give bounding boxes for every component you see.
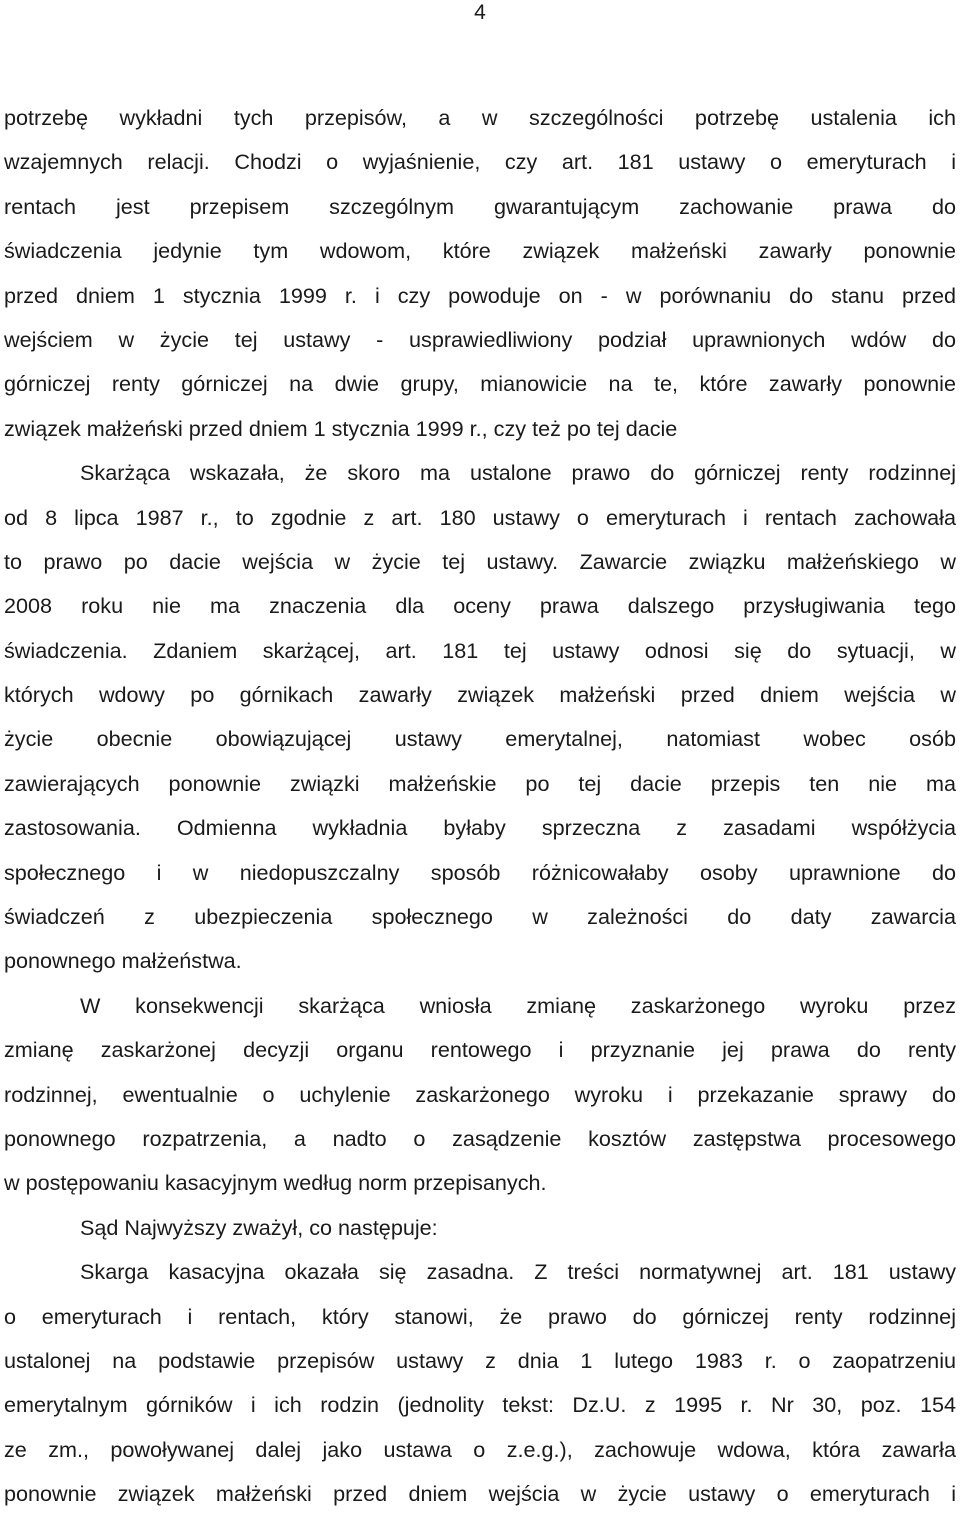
text-line: górniczej renty górniczej na dwie grupy, mianowicie na te, które zawarły ponownie [4,371,956,397]
paragraph [4,1206,956,1250]
text-line: związek małżeński przed dniem 1 stycznia 1999 r., czy też po tej dacie [4,415,678,441]
text-line: przed dniem 1 stycznia 1999 r. i czy powoduje on - w porównaniu do stanu przed [4,282,956,308]
text-line: ponownego rozpatrzenia, a nadto o zasądzenie kosztów zastępstwa procesowego [4,1125,956,1151]
text-line: wejściem w życie tej ustawy - usprawiedliwiony podział uprawnionych wdów do [4,326,956,352]
text-line: potrzebę wykładni tych przepisów, a w szczególności potrzebę ustalenia ich [4,105,956,130]
text-line: Skarżąca wskazała, że skoro ma ustalone prawo do górniczej renty rodzinnej [80,460,956,486]
text-line: społecznego i w niedopuszczalny sposób różnicowałaby osoby uprawnione do [4,859,956,885]
paragraph [4,96,956,451]
text-line: których wdowy po górnikach zawarły związek małżeński przed dniem wejścia w [4,682,956,708]
text-line: zastosowania. Odmienna wykładnia byłaby sprzeczna z zasadami współżycia [4,815,956,841]
text-line: ponownie związek małżeński przed dniem wejścia w życie ustawy o emeryturach i [4,1481,956,1507]
text-line: Sąd Najwyższy zważył, co następuje: [80,1214,438,1240]
text-line: świadczenia. Zdaniem skarżącej, art. 181 tej ustawy odnosi się do sytuacji, w [4,637,956,663]
paragraph [4,451,956,984]
text-line: ustalonej na podstawie przepisów ustawy z dnia 1 lutego 1983 r. o zaopatrzeniu [4,1347,956,1373]
text-line: życie obecnie obowiązującej ustawy emerytalnej, natomiast wobec osób [4,726,956,752]
paragraph [4,984,956,1206]
text-line: od 8 lipca 1987 r., to zgodnie z art. 180 ustawy o emeryturach i rentach zachowała [4,504,956,530]
text-line: ze zm., powoływanej dalej jako ustawa o z.e.g.), zachowuje wdowa, która zawarła [4,1436,956,1462]
text-line: rodzinnej, ewentualnie o uchylenie zaskarżonego wyroku i przekazanie sprawy do [4,1081,956,1107]
text-line: 2008 roku nie ma znaczenia dla oceny prawa dalszego przysługiwania tego [4,593,956,619]
text-line: to prawo po dacie wejścia w życie tej ustawy. Zawarcie związku małżeńskiego w [4,548,956,574]
text-line: zmianę zaskarżonej decyzji organu rentowego i przyznanie jej prawa do renty [4,1037,956,1063]
text-line: wzajemnych relacji. Chodzi o wyjaśnienie, czy art. 181 ustawy o emeryturach i [4,149,956,175]
text-line: rentach jest przepisem szczególnym gwarantującym zachowanie prawa do [4,193,956,219]
text-line: W konsekwencji skarżąca wniosła zmianę zaskarżonego wyroku przez [80,992,956,1018]
document-body [4,96,956,1517]
paragraph [4,1250,956,1516]
text-line: Skarga kasacyjna okazała się zasadna. Z treści normatywnej art. 181 ustawy [80,1259,956,1285]
text-line: o emeryturach i rentach, który stanowi, że prawo do górniczej renty rodzinnej [4,1303,956,1329]
text-line: świadczenia jedynie tym wdowom, które związek małżeński zawarły ponownie [4,238,956,264]
text-line: w postępowaniu kasacyjnym według norm przepisanych. [4,1170,547,1196]
page-number: 4 [474,1,486,24]
text-line: zawierających ponownie związki małżeńskie po tej dacie przepis ten nie ma [4,770,956,796]
text-line: emerytalnym górników i ich rodzin (jednolity tekst: Dz.U. z 1995 r. Nr 30, poz. 154 [4,1392,956,1418]
text-line: świadczeń z ubezpieczenia społecznego w zależności do daty zawarcia [4,904,956,930]
text-line: ponownego małżeństwa. [4,948,242,974]
